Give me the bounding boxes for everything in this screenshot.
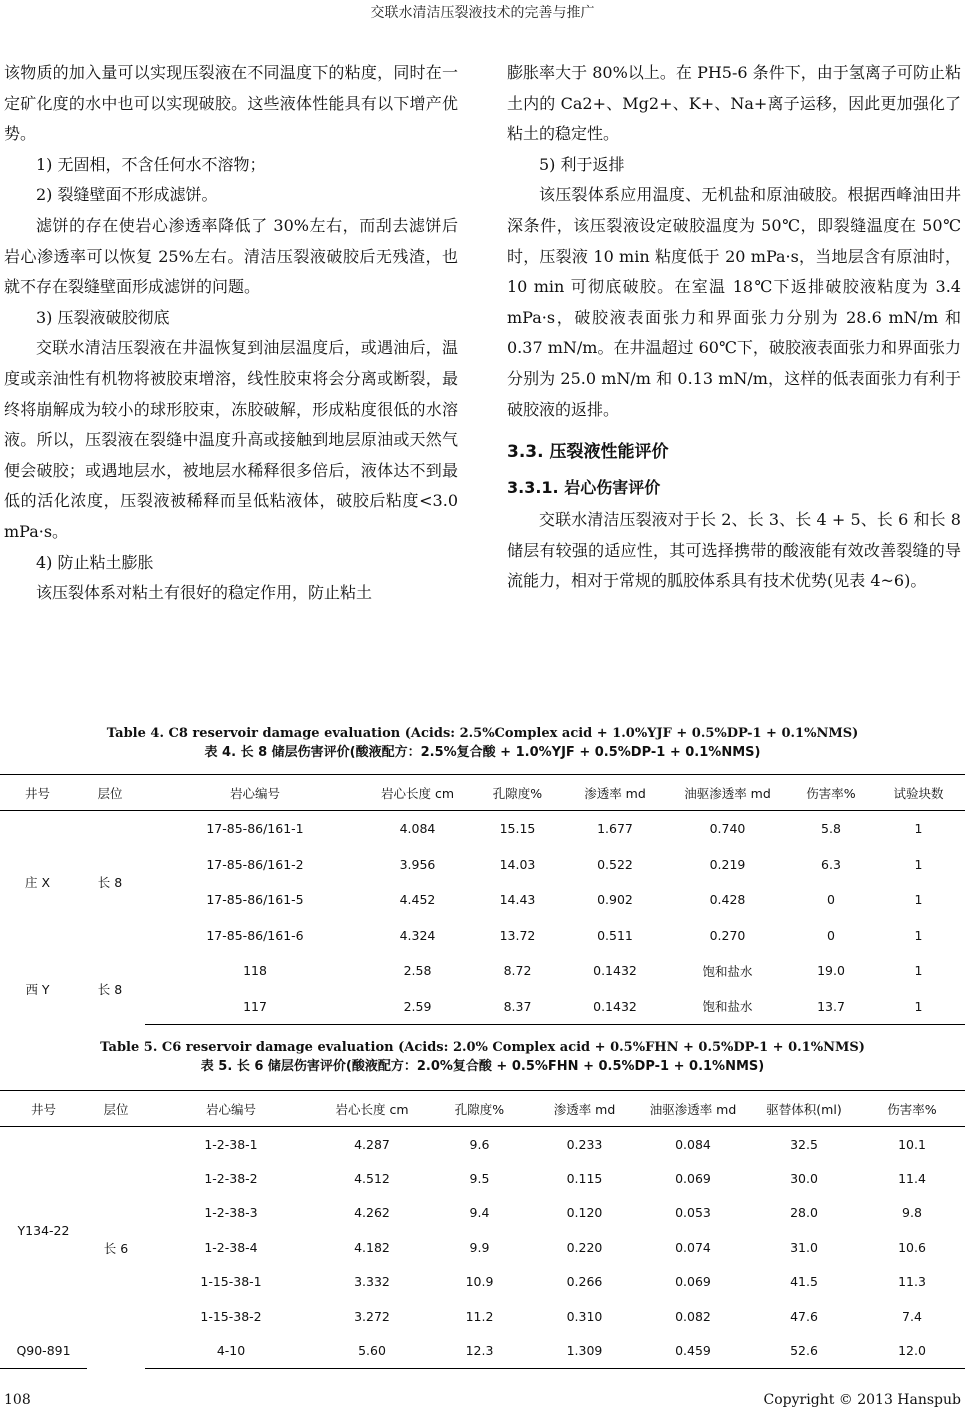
table-cell: 0.084 bbox=[675, 1136, 711, 1152]
table-cell: 9.5 bbox=[469, 1171, 490, 1187]
table-cell: 饱和盐水 bbox=[665, 989, 790, 1025]
table-cell: 0.082 bbox=[675, 1308, 711, 1324]
table4-caption-cn: 表 4. 长 8 储层伤害评价(酸液配方：2.5%复合酸 + 1.0%YJF + 0.5%DP-1 + 0.1%NMS) bbox=[204, 745, 761, 760]
table-cell: 11.3 bbox=[898, 1274, 926, 1290]
table-cell: 1-2-38-4 bbox=[204, 1239, 258, 1255]
table5 bbox=[0, 1090, 965, 1369]
well-cell: Y134-22 bbox=[17, 1222, 70, 1238]
table-cell: 14.03 bbox=[499, 856, 536, 872]
paragraph: 膨胀率大于 80%以上。在 PH5-6 条件下，由于氢离子可防止粘土内的 Ca2+、Mg2+、K+、Na+离子运移，因此更加强化了粘土的稳定性。 bbox=[507, 63, 961, 144]
paragraph: 2) 裂缝壁面不形成滤饼。 bbox=[36, 185, 218, 205]
table-cell: 52.6 bbox=[749, 1333, 859, 1368]
table-cell: 0.069 bbox=[675, 1274, 711, 1290]
table4-caption-en: Table 4. C8 reservoir damage evaluation (Acids: 2.5%Complex acid + 1.0%YJF + 0.5%DP-1 + 0.1%NMS) bbox=[106, 726, 859, 741]
column-header: 驱替体积(ml) bbox=[749, 1091, 859, 1127]
table-row bbox=[0, 953, 965, 989]
table-cell: 6.3 bbox=[821, 856, 841, 872]
table-row bbox=[0, 1161, 965, 1195]
paragraph: 滤饼的存在使岩心渗透率降低了 30%左右，而刮去滤饼后岩心渗透率可以恢复 25%左右。清洁压裂液破胶后无残渣，也就不存在裂缝壁面形成滤饼的问题。 bbox=[4, 215, 458, 297]
table-row bbox=[0, 1333, 965, 1368]
table-cell: 118 bbox=[243, 963, 267, 979]
table-row bbox=[0, 1196, 965, 1230]
table-cell: 3.956 bbox=[399, 856, 436, 872]
table-cell: 4.324 bbox=[399, 927, 436, 943]
table-cell: 12.0 bbox=[859, 1333, 965, 1368]
table5-caption bbox=[0, 1038, 965, 1076]
table-cell: 19.0 bbox=[817, 963, 845, 979]
table-cell: 17-85-86/161-5 bbox=[206, 892, 304, 908]
paragraph: 该物质的加入量可以实现压裂液在不同温度下的粘度，同时在一定矿化度的水中也可以实现破胶。这些液体性能具有以下增产优势。 bbox=[4, 63, 458, 144]
table-row bbox=[0, 1299, 965, 1333]
column-header: 岩心长度 cm bbox=[317, 1091, 427, 1127]
table-cell: 1-15-38-2 bbox=[200, 1308, 262, 1324]
left-text-column bbox=[4, 58, 458, 609]
paragraph: 该压裂体系对粘土有很好的稳定作用，防止粘土 bbox=[36, 583, 373, 603]
column-header: 孔隙度% bbox=[427, 1091, 532, 1127]
section-heading: 3.3. 压裂液性能评价 bbox=[507, 442, 669, 463]
table-cell: 8.37 bbox=[470, 989, 565, 1025]
table-cell: 3.272 bbox=[354, 1308, 390, 1324]
table4 bbox=[0, 774, 965, 1025]
table-cell: 0.740 bbox=[709, 821, 746, 837]
table-cell: 0.1432 bbox=[593, 963, 637, 979]
table-cell: 11.4 bbox=[898, 1171, 926, 1187]
column-header: 油驱渗透率 md bbox=[665, 775, 790, 811]
table-cell: 0.428 bbox=[709, 892, 746, 908]
table-cell: 12.3 bbox=[427, 1333, 532, 1368]
table-cell: 9.8 bbox=[902, 1205, 922, 1221]
table5-caption-en: Table 5. C6 reservoir damage evaluation (Acids: 2.0% Complex acid + 0.5%FHN + 0.5%DP-1 + 0.1%NMS) bbox=[100, 1040, 865, 1055]
table-cell: 9.6 bbox=[469, 1136, 490, 1152]
right-paragraphs-a bbox=[507, 58, 961, 425]
table-cell: 0.266 bbox=[566, 1274, 603, 1290]
right-text-column bbox=[507, 58, 961, 597]
well-cell: 西 Y bbox=[25, 981, 50, 997]
table-cell: 1-2-38-1 bbox=[204, 1136, 258, 1152]
table4-caption bbox=[0, 724, 965, 762]
subsection-heading: 3.3.1. 岩心伤害评价 bbox=[507, 478, 661, 498]
table-cell: 1 bbox=[914, 856, 923, 872]
table-cell: 31.0 bbox=[790, 1239, 818, 1255]
table-cell: 7.4 bbox=[902, 1308, 922, 1324]
table-cell: 4.512 bbox=[354, 1171, 390, 1187]
table-cell: 1-15-38-1 bbox=[200, 1274, 262, 1290]
table-cell: 14.43 bbox=[499, 892, 536, 908]
table-cell: 17-85-86/161-6 bbox=[206, 927, 304, 943]
table-cell: 10.1 bbox=[898, 1136, 926, 1152]
table-cell: 3.332 bbox=[354, 1274, 390, 1290]
paragraph: 交联水清洁压裂液对于长 2、长 3、长 4 + 5、长 6 和长 8 储层有较强的适应性，其可选择携带的酸液能有效改善裂缝的导流能力，相对于常规的胍胶体系具有技术优势(见表 4~6)。 bbox=[507, 510, 961, 591]
column-header: 岩心编号 bbox=[145, 1091, 317, 1127]
table-cell: 28.0 bbox=[790, 1205, 818, 1221]
table-cell: 0.310 bbox=[566, 1308, 603, 1324]
table-cell: 4.182 bbox=[354, 1239, 390, 1255]
table-cell: 0.511 bbox=[597, 927, 633, 943]
table-row bbox=[0, 989, 965, 1025]
column-header: 伤害率% bbox=[859, 1091, 965, 1127]
paragraph: 5) 利于返排 bbox=[539, 154, 625, 174]
column-header: 孔隙度% bbox=[470, 775, 565, 811]
table-cell: 8.72 bbox=[503, 963, 532, 979]
table-cell: 10.9 bbox=[465, 1274, 494, 1290]
paragraph: 交联水清洁压裂液在井温恢复到油层温度后，或遇油后，温度或亲油性有机物将被胶束增溶，线性胶束将会分离或断裂，最终将崩解成为较小的球形胶束，冻胶破解，形成粘度很低的水溶液。所以，压裂液在裂缝中温度升高或接触到地层原油或天然气便会破胶；或遇地层水，被地层水稀释很多倍后，液体达不到最低的活化浓度，压裂液被稀释而呈低粘液体，破胶后粘度<3.0 mPa·s。 bbox=[4, 338, 458, 541]
table5-caption-cn: 表 5. 长 6 储层伤害评价(酸液配方：2.0%复合酸 + 0.5%FHN + 0.5%DP-1 + 0.1%NMS) bbox=[200, 1059, 765, 1074]
table-cell: 17-85-86/161-2 bbox=[206, 856, 304, 872]
column-header: 伤害率% bbox=[790, 775, 872, 811]
table-cell: 30.0 bbox=[790, 1171, 818, 1187]
table-cell: 0.1432 bbox=[565, 989, 665, 1025]
table-cell: 13.7 bbox=[790, 989, 872, 1025]
table-cell: 0.902 bbox=[597, 892, 633, 908]
table-cell: 1 bbox=[872, 989, 965, 1025]
table-row bbox=[0, 1127, 965, 1162]
table-cell: 0.069 bbox=[675, 1171, 711, 1187]
table-row bbox=[0, 811, 965, 847]
table-cell: 47.6 bbox=[790, 1308, 818, 1324]
table-cell: 5.8 bbox=[821, 821, 841, 837]
table-cell: 117 bbox=[145, 989, 365, 1025]
table5-header-row bbox=[0, 1091, 965, 1127]
table-cell: 0.219 bbox=[709, 856, 746, 872]
column-header: 油驱渗透率 md bbox=[637, 1091, 749, 1127]
table-cell: 0.270 bbox=[709, 927, 746, 943]
table-cell: 10.6 bbox=[898, 1239, 926, 1255]
table-cell: 2.58 bbox=[403, 963, 432, 979]
table-cell: 0.459 bbox=[637, 1333, 749, 1368]
table-cell: 9.9 bbox=[469, 1239, 490, 1255]
table-cell: 4.287 bbox=[354, 1136, 390, 1152]
table-cell: 0.233 bbox=[566, 1136, 603, 1152]
table-cell: 1-2-38-3 bbox=[204, 1205, 258, 1221]
table-cell: 0.522 bbox=[597, 856, 633, 872]
paragraph: 1) 无固相，不含任何水不溶物； bbox=[36, 154, 266, 174]
table-cell: 1 bbox=[914, 821, 923, 837]
table-row bbox=[0, 1265, 965, 1299]
table-cell: 5.60 bbox=[317, 1333, 427, 1368]
table-cell: 17-85-86/161-1 bbox=[206, 821, 304, 837]
table-cell: 4.084 bbox=[399, 821, 436, 837]
layer-cell: 长 8 bbox=[97, 981, 123, 997]
page-number: 108 bbox=[4, 1392, 31, 1408]
table-cell: 13.72 bbox=[499, 927, 536, 943]
column-header: 渗透率 md bbox=[532, 1091, 637, 1127]
table-row bbox=[0, 1230, 965, 1264]
table-cell: 0 bbox=[827, 927, 835, 943]
paragraph: 3) 压裂液破胶彻底 bbox=[36, 307, 170, 327]
table-cell: 4.262 bbox=[354, 1205, 390, 1221]
table-cell: 9.4 bbox=[469, 1205, 490, 1221]
table-cell: 0.053 bbox=[675, 1205, 711, 1221]
table-cell: 32.5 bbox=[790, 1136, 818, 1152]
table-cell: 0 bbox=[827, 892, 835, 908]
column-header: 层位 bbox=[75, 775, 145, 811]
well-cell: Q90-891 bbox=[0, 1333, 87, 1368]
table-cell: 0.115 bbox=[566, 1171, 603, 1187]
column-header: 试验块数 bbox=[872, 775, 965, 811]
paragraph: 该压裂体系应用温度、无机盐和原油破胶。根据西峰油田井深条件，该压裂液设定破胶温度为 50℃，即裂缝温度在 50℃时，压裂液 10 min 粘度低于 20 mPa·s，当地层含有原油时，10 min 可彻底破胶。在室温 18℃下返排破胶液粘度为 3.4 mPa·s，破胶液表面张力和界面张力分别为 28.6 mN/m 和 0.37 mN/m。在井温超过 60℃下，破胶液表面张力和界面张力分别为 25.0 mN/m 和 0.13 mN/m，这样的低表面张力有利于破胶液的返排。 bbox=[507, 185, 961, 419]
table-cell: 2.59 bbox=[365, 989, 470, 1025]
table-cell: 0.220 bbox=[566, 1239, 603, 1255]
layer-cell: 长 8 bbox=[97, 875, 123, 890]
copyright: Copyright © 2013 Hanspub bbox=[763, 1392, 961, 1408]
table-cell: 0.120 bbox=[566, 1205, 603, 1221]
layer-cell: 长 6 bbox=[103, 1240, 129, 1256]
table-cell: 1 bbox=[914, 963, 923, 979]
column-header: 岩心编号 bbox=[145, 775, 365, 811]
table-cell: 1 bbox=[914, 927, 923, 943]
table-cell: 1-2-38-2 bbox=[204, 1171, 258, 1187]
running-head: 交联水清洁压裂液技术的完善与推广 bbox=[370, 5, 595, 21]
column-header: 层位 bbox=[87, 1091, 145, 1127]
table-cell: 饱和盐水 bbox=[702, 963, 753, 979]
table-cell: 15.15 bbox=[499, 821, 536, 837]
column-header: 岩心长度 cm bbox=[365, 775, 470, 811]
right-paragraphs-b bbox=[507, 505, 961, 597]
table-row bbox=[0, 882, 965, 918]
table-cell: 1 bbox=[914, 892, 923, 908]
well-cell: 庄 X bbox=[24, 875, 51, 890]
table-cell: 11.2 bbox=[465, 1308, 494, 1324]
paragraph: 4) 防止粘土膨胀 bbox=[36, 552, 154, 572]
table-row bbox=[0, 918, 965, 954]
table-cell: 41.5 bbox=[790, 1274, 818, 1290]
table-cell: 1.309 bbox=[532, 1333, 637, 1368]
column-header: 井号 bbox=[0, 775, 75, 811]
table-cell: 0.074 bbox=[675, 1239, 711, 1255]
table-row bbox=[0, 847, 965, 883]
table-cell: 1.677 bbox=[597, 821, 633, 837]
table-cell: 4.452 bbox=[399, 892, 436, 908]
column-header: 渗透率 md bbox=[565, 775, 665, 811]
column-header: 井号 bbox=[0, 1091, 87, 1127]
table4-header-row bbox=[0, 775, 965, 811]
table-cell: 4-10 bbox=[145, 1333, 317, 1368]
